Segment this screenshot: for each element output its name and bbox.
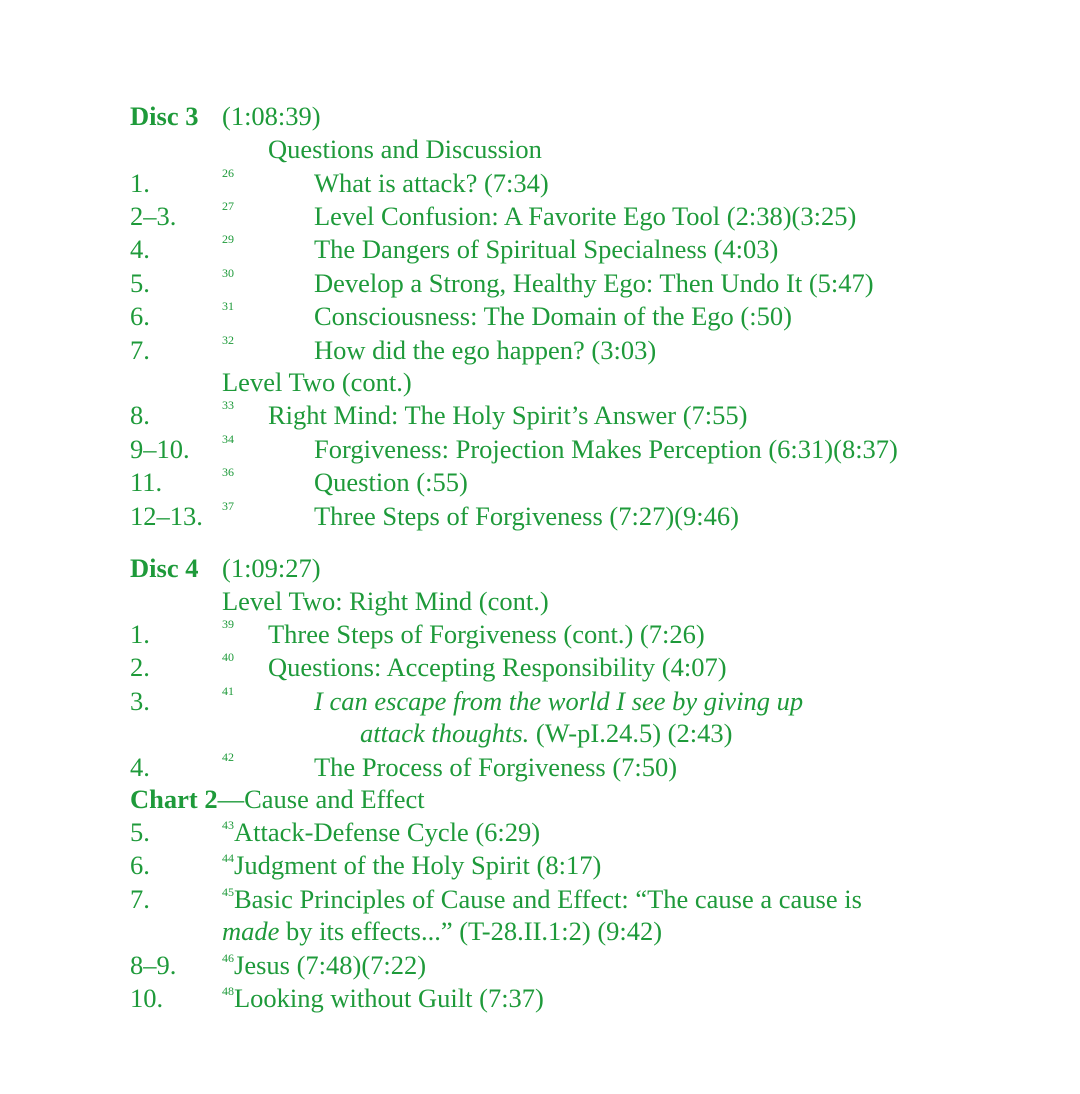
page-ref: 37 [222, 499, 234, 513]
chart-heading [130, 782, 1060, 816]
list-item [130, 650, 1060, 684]
chart-label: Chart 2 [130, 784, 218, 814]
item-number: 5. [130, 268, 150, 298]
item-number: 6. [130, 850, 150, 880]
page-ref: 43 [222, 818, 234, 832]
item-title-quote: I can escape from the world I see by giving up [314, 686, 804, 716]
list-item [130, 398, 1060, 432]
list-item [130, 333, 1060, 367]
page-ref: 31 [222, 299, 234, 313]
item-number: 1. [130, 619, 150, 649]
disc4-section-heading [130, 584, 1060, 618]
item-title: The Process of Forgiveness (7:50) [314, 752, 678, 782]
list-item [130, 266, 1060, 300]
item-number: 2. [130, 652, 150, 682]
list-item-continuation [130, 716, 1060, 750]
item-title: How did the ego happen? (3:03) [314, 335, 657, 365]
page-ref: 40 [222, 650, 234, 664]
item-title: Develop a Strong, Healthy Ego: Then Undo It (5:47) [314, 268, 874, 298]
item-number: 4. [130, 752, 150, 782]
item-number: 4. [130, 234, 150, 264]
item-number: 3. [130, 686, 150, 716]
list-item [130, 848, 1060, 882]
page-ref: 48 [222, 984, 234, 998]
page-ref: 39 [222, 617, 234, 631]
item-number: 12–13. [130, 501, 203, 531]
item-title: Three Steps of Forgiveness (7:27)(9:46) [314, 501, 739, 531]
section-title: Questions and Discussion [268, 134, 542, 164]
list-item [130, 617, 1060, 651]
disc4-label: Disc 4 [130, 553, 199, 583]
list-item [130, 432, 1060, 466]
item-number: 6. [130, 301, 150, 331]
item-title: The Dangers of Spiritual Specialness (4:03) [314, 234, 779, 264]
item-title: Questions: Accepting Responsibility (4:07) [268, 652, 727, 682]
item-title: Jesus (7:48)(7:22) [234, 950, 427, 980]
page-ref: 27 [222, 199, 234, 213]
item-number: 8. [130, 400, 150, 430]
item-title: Question (:55) [314, 467, 468, 497]
item-title: Consciousness: The Domain of the Ego (:50) [314, 301, 792, 331]
list-item [130, 948, 1060, 982]
item-number: 5. [130, 817, 150, 847]
item-title: Attack-Defense Cycle (6:29) [234, 817, 541, 847]
list-item [130, 750, 1060, 784]
page-ref: 29 [222, 232, 234, 246]
item-number: 8–9. [130, 950, 177, 980]
disc3-section2-heading [130, 365, 1060, 399]
item-title: Basic Principles of Cause and Effect: “The cause a cause is [234, 884, 862, 914]
item-title: What is attack? (7:34) [314, 168, 549, 198]
page-ref: 45 [222, 885, 234, 899]
page-ref: 36 [222, 465, 234, 479]
page-ref: 46 [222, 951, 234, 965]
item-number: 9–10. [130, 434, 190, 464]
item-title-citation: by its effects...” (T-28.II.1:2) (9:42) [279, 916, 663, 946]
item-title: Three Steps of Forgiveness (cont.) (7:26) [268, 619, 705, 649]
disc4-duration: (1:09:27) [222, 553, 321, 583]
item-title: Judgment of the Holy Spirit (8:17) [234, 850, 602, 880]
disc3-header [130, 99, 1060, 133]
item-title: Looking without Guilt (7:37) [234, 983, 544, 1013]
list-item [130, 232, 1060, 266]
item-number: 7. [130, 335, 150, 365]
chart-title: —Cause and Effect [217, 784, 425, 814]
disc3-label: Disc 3 [130, 101, 199, 131]
page-ref: 44 [222, 851, 234, 865]
item-title-emphasis: made [222, 916, 280, 946]
item-title: Right Mind: The Holy Spirit’s Answer (7:55) [268, 400, 748, 430]
list-item [130, 166, 1060, 200]
item-title: Forgiveness: Projection Makes Perception (6:31)(8:37) [314, 434, 898, 464]
page-ref: 33 [222, 398, 234, 412]
list-item [130, 299, 1060, 333]
section-title: Level Two: Right Mind (cont.) [222, 586, 549, 616]
item-number: 10. [130, 983, 164, 1013]
item-number: 7. [130, 884, 150, 914]
section-title: Level Two (cont.) [222, 367, 412, 397]
item-title: Level Confusion: A Favorite Ego Tool (2:38)(3:25) [314, 201, 857, 231]
page-ref: 26 [222, 166, 234, 180]
item-number: 11. [130, 467, 163, 497]
page-ref: 30 [222, 266, 234, 280]
page-ref: 41 [222, 684, 234, 698]
page-ref: 42 [222, 750, 234, 764]
item-title-citation: (W-pI.24.5) (2:43) [529, 718, 733, 748]
list-item [130, 981, 1060, 1015]
page-ref: 32 [222, 333, 234, 347]
list-item [130, 684, 1060, 718]
disc3-section-heading [130, 132, 1060, 166]
item-number: 1. [130, 168, 150, 198]
list-item-continuation [130, 914, 1060, 948]
list-item [130, 815, 1060, 849]
list-item [130, 199, 1060, 233]
page-ref: 34 [222, 432, 234, 446]
list-item [130, 465, 1060, 499]
disc4-header [130, 551, 1060, 585]
disc3-duration: (1:08:39) [222, 101, 321, 131]
list-item [130, 499, 1060, 533]
list-item [130, 882, 1060, 916]
item-title-quote-cont: attack thoughts. [360, 718, 530, 748]
item-number: 2–3. [130, 201, 177, 231]
